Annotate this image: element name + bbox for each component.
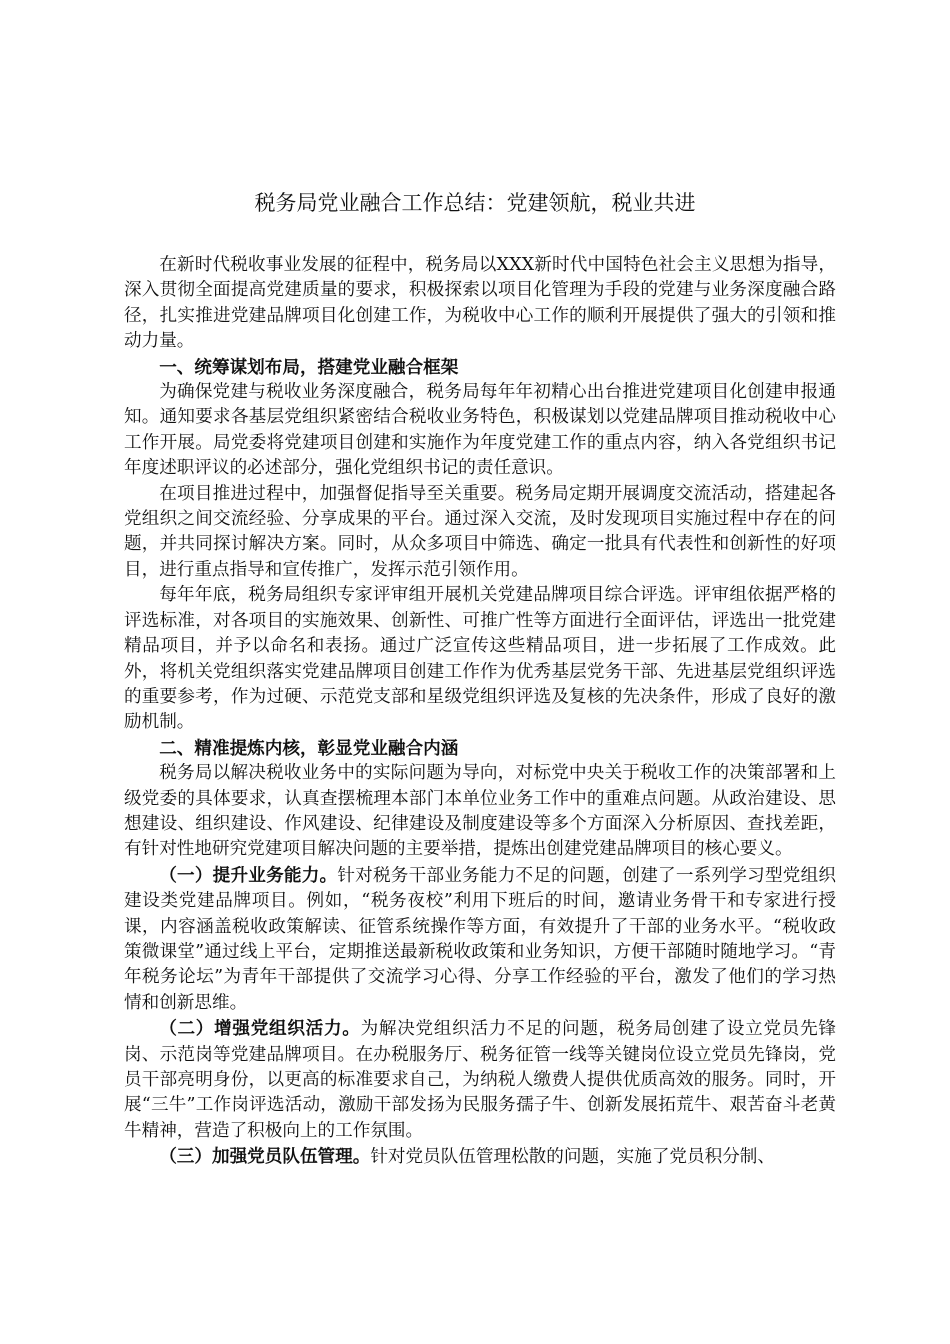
subsection-lead: （一）提升业务能力。 [159, 864, 338, 886]
section-2-paragraph: 税务局以解决税收业务中的实际问题为导向，对标党中央关于税收工作的决策部署和上级党委的具体要求，认真查摆梳理本部门本单位业务工作中的重难点问题。从政治建设、思想建设、组织建设、作风建设、纪律建设及制度建设等多个方面深入分析原因、查找差距，有针对性地研究党建项目解决问题的主要举措，提炼出创建党建品牌项目的核心要义。 [124, 763, 836, 860]
section-1-paragraph: 在项目推进过程中，加强督促指导至关重要。税务局定期开展调度交流活动，搭建起各党组织之间交流经验、分享成果的平台。通过深入交流，及时发现项目实施过程中存在的问题，并共同探讨解决方案。同时，从众多项目中筛选、确定一批具有代表性和创新性的好项目，进行重点指导和宣传推广，发挥示范引领作用。 [124, 483, 836, 580]
subsection-item [124, 1144, 836, 1170]
subsection-text: 为解决党组织活力不足的问题，税务局创建了设立党员先锋岗、示范岗等党建品牌项目。在办税服务厅、税务征管一线等关键岗位设立党员先锋岗，党员干部亮明身份，以更高的标准要求自己，为纳税人缴费人提供优质高效的服务。同时，开展“三牛”工作岗评选活动，激励干部发扬为民服务孺子牛、创新发展拓荒牛、艰苦奋斗老黄牛精神，营造了积极向上的工作氛围。 [124, 1019, 836, 1141]
document-title: 税务局党业融合工作总结：党建领航，税业共进 [254, 191, 696, 215]
subsection-item [124, 1016, 836, 1144]
subsection-text: 针对党员队伍管理松散的问题，实施了党员积分制、 [370, 1147, 775, 1168]
subsection-item [124, 863, 836, 1016]
subsection-lead: （三）加强党员队伍管理。 [159, 1146, 371, 1168]
intro-paragraph: 在新时代税收事业发展的征程中，税务局以XXX新时代中国特色社会主义思想为指导，深入贯彻全面提高党建质量的要求，积极探索以项目化管理为手段的党建与业务深度融合路径，扎实推进党建品牌项目化创建工作，为税收中心工作的顺利开展提供了强大的引领和推动力量。 [124, 255, 836, 352]
document-body [124, 253, 836, 1171]
section-1-paragraph: 为确保党建与税收业务深度融合，税务局每年年初精心出台推进党建项目化创建申报通知。通知要求各基层党组织紧密结合税收业务特色，积极谋划以党建品牌项目推动税收中心工作开展。局党委将党建项目创建和实施作为年度党建工作的重点内容，纳入各党组织书记年度述职评议的必述部分，强化党组织书记的责任意识。 [124, 382, 836, 479]
section-1-paragraph: 每年年底，税务局组织专家评审组开展机关党建品牌项目综合评选。评审组依据严格的评选标准，对各项目的实施效果、创新性、可推广性等方面进行全面评估，评选出一批党建精品项目，并予以命名和表扬。通过广泛宣传这些精品项目，进一步拓展了工作成效。此外，将机关党组织落实党建品牌项目创建工作作为优秀基层党务干部、先进基层党组织评选的重要参考，作为过硬、示范党支部和星级党组织评选及复核的先决条件，形成了良好的激励机制。 [124, 585, 836, 733]
section-1-heading: 一、统筹谋划布局，搭建党业融合框架 [159, 356, 459, 378]
section-2-heading: 二、精准提炼内核，彰显党业融合内涵 [159, 737, 459, 759]
subsection-lead: （二）增强党组织活力。 [159, 1018, 361, 1040]
subsection-text: 针对税务干部业务能力不足的问题，创建了一系列学习型党组织建设类党建品牌项目。例如，“税务夜校”利用下班后的时间，邀请业务骨干和专家进行授课，内容涵盖税收政策解读、征管系统操作等方面，有效提升了干部的业务水平。“税收政策微课堂”通过线上平台，定期推送最新税收政策和业务知识，方便干部随时随地学习。“青年税务论坛”为青年干部提供了交流学习心得、分享工作经验的平台，激发了他们的学习热情和创新思维。 [124, 865, 836, 1013]
